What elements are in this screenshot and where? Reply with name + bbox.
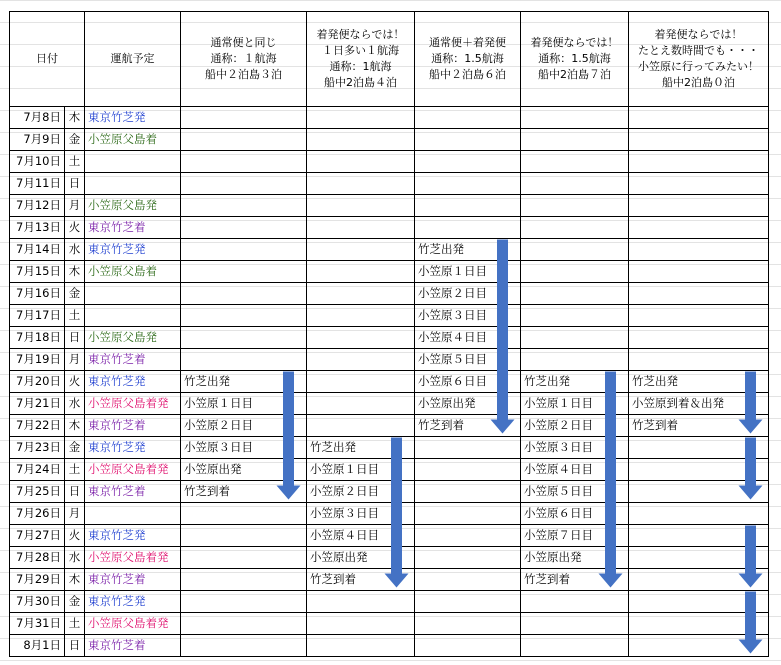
plan-cell-p3[interactable] <box>415 459 521 481</box>
table-row <box>10 239 769 261</box>
plan-cell-p5[interactable] <box>629 459 769 481</box>
plan-cell-p5[interactable] <box>629 283 769 305</box>
schedule-cell[interactable]: 小笠原父島発 <box>85 327 181 349</box>
weekday-cell[interactable]: 土 <box>65 305 85 327</box>
plan-cell-p1[interactable] <box>181 349 307 371</box>
plan-cell-p1[interactable]: 小笠原１日目 <box>181 393 307 415</box>
weekday-cell[interactable]: 日 <box>65 481 85 503</box>
plan-cell-p1[interactable] <box>181 525 307 547</box>
table-row <box>10 393 769 415</box>
plan-cell-p2[interactable] <box>307 283 415 305</box>
plan-cell-p3[interactable] <box>415 547 521 569</box>
plan-cell-p2[interactable]: 小笠原４日目 <box>307 525 415 547</box>
date-cell[interactable]: 7月13日 <box>10 217 65 239</box>
plan-cell-p3[interactable] <box>415 195 521 217</box>
table-row <box>10 349 769 371</box>
table-row <box>10 569 769 591</box>
date-cell[interactable]: 7月14日 <box>10 239 65 261</box>
schedule-cell[interactable]: 東京竹芝着 <box>85 635 181 657</box>
plan-cell-p5[interactable]: 竹芝到着 <box>629 415 769 437</box>
plan-cell-p2[interactable] <box>307 415 415 437</box>
weekday-cell[interactable]: 月 <box>65 503 85 525</box>
header-line: 通称：1航海 <box>329 60 392 73</box>
plan-cell-p3[interactable]: 小笠原２日目 <box>415 283 521 305</box>
plan-cell-p3[interactable] <box>415 635 521 657</box>
plan-cell-p1[interactable] <box>181 129 307 151</box>
plan-cell-p3[interactable]: 竹芝到着 <box>415 415 521 437</box>
plan-cell-p1[interactable]: 小笠原２日目 <box>181 415 307 437</box>
plan-cell-p4[interactable] <box>521 591 629 613</box>
plan-cell-p3[interactable] <box>415 217 521 239</box>
plan-cell-p4[interactable] <box>521 239 629 261</box>
schedule-cell[interactable]: 小笠原父島着発 <box>85 547 181 569</box>
date-cell[interactable]: 7月17日 <box>10 305 65 327</box>
table-row <box>10 173 769 195</box>
plan-cell-p1[interactable] <box>181 283 307 305</box>
weekday-cell[interactable]: 土 <box>65 613 85 635</box>
schedule-cell[interactable]: 東京竹芝発 <box>85 591 181 613</box>
schedule-cell[interactable]: 東京竹芝発 <box>85 371 181 393</box>
header-line: １日多い１航海 <box>322 44 399 57</box>
plan-cell-p4[interactable] <box>521 327 629 349</box>
plan-cell-p2[interactable] <box>307 305 415 327</box>
header-plan1[interactable] <box>181 12 307 107</box>
date-cell[interactable]: 7月21日 <box>10 393 65 415</box>
plan-cell-p1[interactable] <box>181 261 307 283</box>
plan-cell-p3[interactable] <box>415 503 521 525</box>
gridline <box>0 0 781 1</box>
weekday-cell[interactable]: 金 <box>65 591 85 613</box>
plan-cell-p1[interactable]: 小笠原出発 <box>181 459 307 481</box>
schedule-cell[interactable]: 小笠原父島着発 <box>85 459 181 481</box>
date-cell[interactable]: 7月20日 <box>10 371 65 393</box>
plan-cell-p3[interactable] <box>415 151 521 173</box>
weekday-cell[interactable]: 金 <box>65 437 85 459</box>
plan-cell-p2[interactable] <box>307 327 415 349</box>
date-cell[interactable]: 7月22日 <box>10 415 65 437</box>
plan-cell-p4[interactable] <box>521 195 629 217</box>
header-line: 船中2泊島７泊 <box>538 68 611 81</box>
weekday-cell[interactable]: 土 <box>65 459 85 481</box>
plan-cell-p2[interactable] <box>307 195 415 217</box>
plan-cell-p5[interactable] <box>629 503 769 525</box>
weekday-cell[interactable]: 金 <box>65 283 85 305</box>
weekday-cell[interactable]: 火 <box>65 217 85 239</box>
plan-cell-p3[interactable] <box>415 129 521 151</box>
header-line: 通称：1.5航海 <box>431 52 504 65</box>
plan-cell-p5[interactable]: 小笠原到着＆出発 <box>629 393 769 415</box>
date-cell[interactable]: 7月24日 <box>10 459 65 481</box>
table-row <box>10 261 769 283</box>
plan-cell-p2[interactable] <box>307 349 415 371</box>
table-row <box>10 107 769 129</box>
table-row <box>10 635 769 657</box>
weekday-cell[interactable]: 水 <box>65 547 85 569</box>
plan-cell-p3[interactable]: 小笠原６日目 <box>415 371 521 393</box>
plan-cell-p2[interactable]: 小笠原１日目 <box>307 459 415 481</box>
weekday-cell[interactable]: 月 <box>65 349 85 371</box>
schedule-cell[interactable]: 東京竹芝着 <box>85 415 181 437</box>
plan-cell-p5[interactable] <box>629 635 769 657</box>
table-row <box>10 591 769 613</box>
table-row <box>10 371 769 393</box>
header-line: 船中2泊島４泊 <box>324 76 397 89</box>
plan-cell-p3[interactable] <box>415 437 521 459</box>
plan-cell-p4[interactable] <box>521 349 629 371</box>
schedule-cell[interactable] <box>85 283 181 305</box>
plan-cell-p2[interactable]: 竹芝到着 <box>307 569 415 591</box>
plan-cell-p1[interactable] <box>181 327 307 349</box>
plan-cell-p4[interactable]: 小笠原４日目 <box>521 459 629 481</box>
weekday-cell[interactable]: 木 <box>65 261 85 283</box>
header-line: 船中２泊島６泊 <box>429 68 506 81</box>
plan-cell-p5[interactable] <box>629 327 769 349</box>
table-row <box>10 415 769 437</box>
plan-cell-p1[interactable] <box>181 195 307 217</box>
plan-cell-p5[interactable] <box>629 239 769 261</box>
weekday-cell[interactable]: 水 <box>65 239 85 261</box>
plan-cell-p5[interactable] <box>629 217 769 239</box>
header-plan2[interactable] <box>307 12 415 107</box>
plan-cell-p5[interactable] <box>629 437 769 459</box>
plan-cell-p1[interactable] <box>181 173 307 195</box>
plan-cell-p2[interactable] <box>307 635 415 657</box>
date-cell[interactable]: 8月1日 <box>10 635 65 657</box>
schedule-cell[interactable]: 小笠原父島着発 <box>85 613 181 635</box>
plan-cell-p1[interactable] <box>181 305 307 327</box>
plan-cell-p1[interactable] <box>181 151 307 173</box>
plan-cell-p4[interactable] <box>521 305 629 327</box>
plan-cell-p4[interactable] <box>521 635 629 657</box>
weekday-cell[interactable]: 火 <box>65 371 85 393</box>
date-cell[interactable]: 7月15日 <box>10 261 65 283</box>
plan-cell-p5[interactable] <box>629 525 769 547</box>
schedule-cell[interactable]: 小笠原父島着 <box>85 261 181 283</box>
plan-cell-p1[interactable]: 小笠原３日目 <box>181 437 307 459</box>
weekday-cell[interactable]: 水 <box>65 393 85 415</box>
schedule-cell[interactable]: 東京竹芝着 <box>85 481 181 503</box>
plan-cell-p2[interactable] <box>307 239 415 261</box>
date-cell[interactable]: 7月23日 <box>10 437 65 459</box>
plan-cell-p4[interactable] <box>521 173 629 195</box>
header-line: 通称：１航海 <box>210 52 277 65</box>
date-cell[interactable]: 7月19日 <box>10 349 65 371</box>
plan-cell-p2[interactable] <box>307 173 415 195</box>
plan-cell-p5[interactable] <box>629 195 769 217</box>
header-line: 通常便＋着発便 <box>429 36 506 49</box>
date-cell[interactable]: 7月11日 <box>10 173 65 195</box>
plan-cell-p4[interactable] <box>521 107 629 129</box>
plan-cell-p3[interactable]: 小笠原１日目 <box>415 261 521 283</box>
plan-cell-p4[interactable]: 竹芝出発 <box>521 371 629 393</box>
plan-cell-p4[interactable] <box>521 613 629 635</box>
schedule-cell[interactable]: 東京竹芝発 <box>85 239 181 261</box>
plan-cell-p3[interactable]: 竹芝出発 <box>415 239 521 261</box>
plan-cell-p2[interactable] <box>307 591 415 613</box>
header-line: 船中２泊島３泊 <box>205 68 282 81</box>
plan-cell-p4[interactable]: 竹芝到着 <box>521 569 629 591</box>
date-cell[interactable]: 7月10日 <box>10 151 65 173</box>
schedule-body <box>10 107 769 657</box>
date-cell[interactable]: 7月16日 <box>10 283 65 305</box>
date-cell[interactable]: 7月8日 <box>10 107 65 129</box>
table-row <box>10 613 769 635</box>
header-line: 着発便ならでは！ <box>654 28 743 41</box>
plan-cell-p2[interactable]: 小笠原３日目 <box>307 503 415 525</box>
weekday-cell[interactable]: 日 <box>65 635 85 657</box>
plan-cell-p3[interactable]: 小笠原４日目 <box>415 327 521 349</box>
plan-cell-p3[interactable]: 小笠原５日目 <box>415 349 521 371</box>
table-row <box>10 459 769 481</box>
plan-cell-p2[interactable] <box>307 217 415 239</box>
plan-cell-p5[interactable] <box>629 305 769 327</box>
date-cell[interactable]: 7月18日 <box>10 327 65 349</box>
header-line: 通常便と同じ <box>210 36 277 49</box>
plan-cell-p5[interactable] <box>629 151 769 173</box>
schedule-cell[interactable]: 東京竹芝発 <box>85 525 181 547</box>
plan-cell-p2[interactable]: 竹芝出発 <box>307 437 415 459</box>
schedule-cell[interactable] <box>85 151 181 173</box>
table-row <box>10 305 769 327</box>
plan-cell-p5[interactable] <box>629 481 769 503</box>
header-plan3[interactable] <box>415 12 521 107</box>
plan-cell-p1[interactable] <box>181 613 307 635</box>
plan-cell-p5[interactable] <box>629 547 769 569</box>
schedule-cell[interactable]: 東京竹芝発 <box>85 437 181 459</box>
date-cell[interactable]: 7月9日 <box>10 129 65 151</box>
schedule-cell[interactable]: 東京竹芝着 <box>85 217 181 239</box>
header-line: 船中2泊島０泊 <box>662 76 735 89</box>
plan-cell-p3[interactable] <box>415 481 521 503</box>
plan-cell-p1[interactable] <box>181 239 307 261</box>
header-line: 着発便ならでは！ <box>316 28 405 41</box>
plan-cell-p3[interactable] <box>415 525 521 547</box>
plan-cell-p4[interactable]: 小笠原１日目 <box>521 393 629 415</box>
table-row <box>10 217 769 239</box>
header-schedule[interactable]: 運航予定 <box>85 12 181 107</box>
plan-cell-p2[interactable] <box>307 261 415 283</box>
plan-cell-p5[interactable] <box>629 129 769 151</box>
plan-cell-p4[interactable] <box>521 283 629 305</box>
schedule-cell[interactable]: 小笠原父島着 <box>85 129 181 151</box>
date-cell[interactable]: 7月28日 <box>10 547 65 569</box>
schedule-table <box>9 11 769 657</box>
plan-cell-p4[interactable]: 小笠原出発 <box>521 547 629 569</box>
date-cell[interactable]: 7月30日 <box>10 591 65 613</box>
table-row <box>10 129 769 151</box>
header-row <box>10 12 769 107</box>
schedule-cell[interactable]: 小笠原父島発 <box>85 195 181 217</box>
date-cell[interactable]: 7月27日 <box>10 525 65 547</box>
plan-cell-p4[interactable]: 小笠原５日目 <box>521 481 629 503</box>
plan-cell-p5[interactable]: 竹芝出発 <box>629 371 769 393</box>
plan-cell-p2[interactable] <box>307 613 415 635</box>
plan-cell-p1[interactable]: 竹芝到着 <box>181 481 307 503</box>
table-row <box>10 327 769 349</box>
date-cell[interactable]: 7月12日 <box>10 195 65 217</box>
plan-cell-p5[interactable] <box>629 591 769 613</box>
date-cell[interactable]: 7月29日 <box>10 569 65 591</box>
plan-cell-p5[interactable] <box>629 107 769 129</box>
plan-cell-p2[interactable] <box>307 129 415 151</box>
weekday-cell[interactable]: 火 <box>65 525 85 547</box>
header-line: 通称：1.5航海 <box>538 52 611 65</box>
plan-cell-p2[interactable] <box>307 371 415 393</box>
plan-cell-p4[interactable] <box>521 217 629 239</box>
header-line: たとえ数時間でも・・・ <box>638 44 759 57</box>
table-row <box>10 525 769 547</box>
plan-cell-p3[interactable] <box>415 569 521 591</box>
plan-cell-p4[interactable]: 小笠原６日目 <box>521 503 629 525</box>
plan-cell-p1[interactable] <box>181 591 307 613</box>
plan-cell-p4[interactable] <box>521 261 629 283</box>
schedule-cell[interactable]: 東京竹芝発 <box>85 107 181 129</box>
plan-cell-p1[interactable] <box>181 547 307 569</box>
plan-cell-p4[interactable] <box>521 129 629 151</box>
table-row <box>10 547 769 569</box>
header-line: 着発便ならでは！ <box>530 36 619 49</box>
schedule-cell[interactable]: 東京竹芝着 <box>85 569 181 591</box>
weekday-cell[interactable]: 木 <box>65 415 85 437</box>
table-row <box>10 283 769 305</box>
plan-cell-p5[interactable] <box>629 613 769 635</box>
plan-cell-p3[interactable]: 小笠原３日目 <box>415 305 521 327</box>
plan-cell-p4[interactable]: 小笠原３日目 <box>521 437 629 459</box>
weekday-cell[interactable]: 日 <box>65 327 85 349</box>
header-date[interactable]: 日付 <box>10 12 85 107</box>
date-cell[interactable]: 7月26日 <box>10 503 65 525</box>
schedule-cell[interactable] <box>85 173 181 195</box>
plan-cell-p5[interactable] <box>629 569 769 591</box>
weekday-cell[interactable]: 日 <box>65 173 85 195</box>
table-row <box>10 437 769 459</box>
table-row <box>10 503 769 525</box>
plan-cell-p1[interactable] <box>181 107 307 129</box>
table-row <box>10 195 769 217</box>
plan-cell-p5[interactable] <box>629 173 769 195</box>
header-plan5[interactable] <box>629 12 769 107</box>
weekday-cell[interactable]: 金 <box>65 129 85 151</box>
plan-cell-p3[interactable] <box>415 173 521 195</box>
plan-cell-p1[interactable] <box>181 635 307 657</box>
plan-cell-p1[interactable] <box>181 503 307 525</box>
schedule-cell[interactable] <box>85 503 181 525</box>
weekday-cell[interactable]: 木 <box>65 107 85 129</box>
date-cell[interactable]: 7月25日 <box>10 481 65 503</box>
header-plan4[interactable] <box>521 12 629 107</box>
plan-cell-p2[interactable]: 小笠原２日目 <box>307 481 415 503</box>
date-cell[interactable]: 7月31日 <box>10 613 65 635</box>
plan-cell-p1[interactable] <box>181 569 307 591</box>
gridline <box>0 660 781 661</box>
plan-cell-p5[interactable] <box>629 349 769 371</box>
plan-cell-p4[interactable]: 小笠原７日目 <box>521 525 629 547</box>
plan-cell-p3[interactable] <box>415 107 521 129</box>
weekday-cell[interactable]: 木 <box>65 569 85 591</box>
plan-cell-p3[interactable] <box>415 591 521 613</box>
plan-cell-p4[interactable]: 小笠原２日目 <box>521 415 629 437</box>
weekday-cell[interactable]: 土 <box>65 151 85 173</box>
header-line: 小笠原に行ってみたい！ <box>638 60 759 73</box>
schedule-cell[interactable]: 小笠原父島着発 <box>85 393 181 415</box>
weekday-cell[interactable]: 月 <box>65 195 85 217</box>
plan-cell-p2[interactable] <box>307 151 415 173</box>
plan-cell-p2[interactable]: 小笠原出発 <box>307 547 415 569</box>
plan-cell-p4[interactable] <box>521 151 629 173</box>
plan-cell-p3[interactable]: 小笠原出発 <box>415 393 521 415</box>
table-row <box>10 481 769 503</box>
plan-cell-p5[interactable] <box>629 261 769 283</box>
plan-cell-p2[interactable] <box>307 107 415 129</box>
plan-cell-p1[interactable]: 竹芝出発 <box>181 371 307 393</box>
plan-cell-p2[interactable] <box>307 393 415 415</box>
schedule-cell[interactable]: 東京竹芝着 <box>85 349 181 371</box>
plan-cell-p3[interactable] <box>415 613 521 635</box>
plan-cell-p1[interactable] <box>181 217 307 239</box>
schedule-cell[interactable] <box>85 305 181 327</box>
table-row <box>10 151 769 173</box>
